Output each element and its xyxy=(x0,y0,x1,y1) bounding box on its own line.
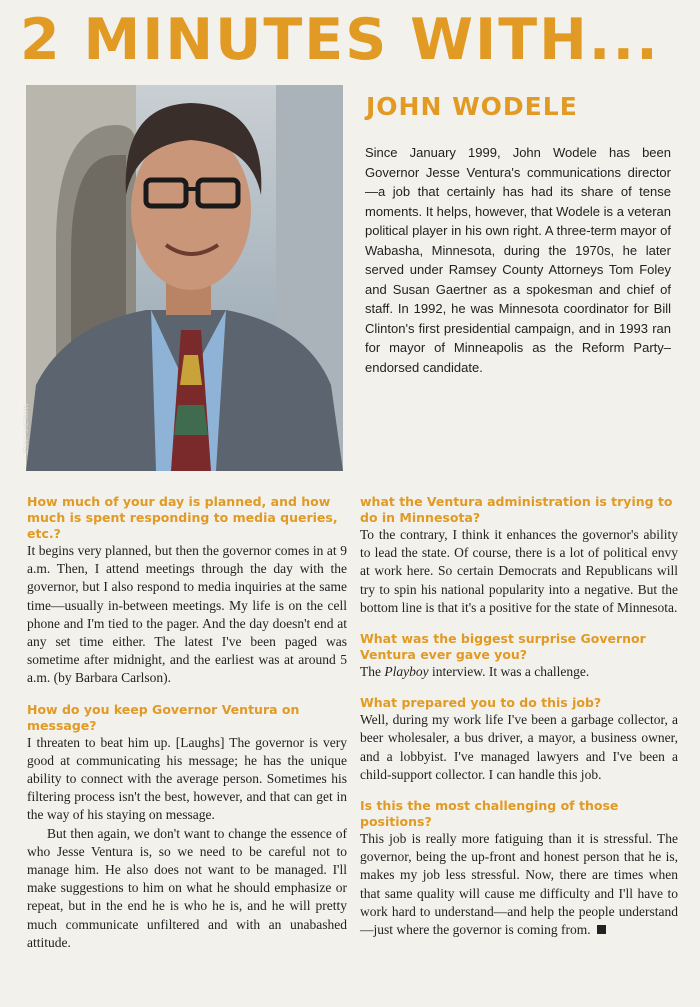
headline: 2 MINUTES WITH... xyxy=(20,7,660,73)
end-mark-icon xyxy=(597,925,606,934)
interviewee-name: JOHN WODELE xyxy=(366,92,578,121)
answer-biggest-surprise xyxy=(360,663,678,681)
question-most-challenging: Is this the most challenging of those positions? xyxy=(360,798,619,830)
question-prepared: What prepared you to do this job? xyxy=(360,695,602,711)
answer-surprise-magazine: Playboy xyxy=(384,664,429,680)
question-planned-day: How much of your day is planned, and how much is spent responding to media queries, etc.? xyxy=(27,494,338,541)
question-on-message: How do you keep Governor Ventura on message? xyxy=(27,701,300,733)
answer-planned-day: It begins very planned, but then the governor comes in at 9 a.m. Then, I attend meetings through the day with the governor, but I also respond to media inquiries at the same time—usually in-between meetings. My life is on the cell phone and I'm tied to the pager. And the day doesn't end at any set time either. The latest I've been paged was sometime after midnight, and the earliest was at around 5 a.m. (by Barbara Carlson). xyxy=(27,543,347,686)
answer-challenging-text: This job is really more fatiguing than it is stressful. The governor, being the up-front and honest person that he is, makes my job less stressful. Now, there are times when that same quality will cause me difficulty and I'll have to work hard to understand—and help the people understand—just where the governor is coming from. xyxy=(360,831,678,938)
intro-paragraph: Since January 1999, John Wodele has been Governor Jesse Ventura's communications director—a job that certainly has had its share of tense moments. It helps, however, that Wodele is a veteran political player in his own right. A three-term mayor of Wabasha, Minnesota, during the 1970s, he later served under Ramsey County Attorneys Tom Foley and Susan Gaertner as a spokesman and chief of staff. In 1992, he was Minnesota coordinator for Bill Clinton's first presidential campaign, and in 1993 ran for mayor of Minneapolis as the Reform Party–endorsed candidate. xyxy=(365,145,671,375)
answer-most-challenging xyxy=(360,830,678,939)
portrait-photo xyxy=(26,85,343,471)
portrait-illustration xyxy=(26,85,343,471)
question-continued: what the Ventura administration is trying to do in Minnesota? xyxy=(360,494,673,525)
photo-credit: JENNY SHERMAN xyxy=(24,403,30,455)
answer-continued: To the contrary, I think it enhances the governor's ability to lead the state. Of course, there is a lot of political envy at work here. So certain Democrats and Republicans will try to spin his national popularity into a negative. But the bottom line is that it's a positive for the state of Minnesota. xyxy=(360,527,678,615)
answer-surprise-pre: The xyxy=(360,664,385,680)
answer-prepared: Well, during my work life I've been a garbage collector, a beer wholesaler, a bus driver, a mayor, a business owner, and a lobbyist. I've managed lawyers and I've been a child-support collector. I can handle this job. xyxy=(360,712,678,782)
answer-on-message-p1: I threaten to beat him up. [Laughs] The governor is very good at communicating his message; he has the unique ability to connect with the average person. Sometimes his filtering process isn't the best, however, and that can get in the way of his staying on message. xyxy=(27,734,347,823)
answer-on-message-p2: But then again, we don't want to change the essence of who Jesse Ventura is, so we need to be careful not to manage him. He also does not want to be managed. I'll make suggestions to him on what he should emphasize or repeat, but in the end he is who he is, and he will pretty much communicate unfiltered and with an unabashed attitude. xyxy=(27,825,347,950)
answer-surprise-post: interview. It was a challenge. xyxy=(428,664,590,680)
question-biggest-surprise: What was the biggest surprise Governor Ventura ever gave you? xyxy=(360,631,646,663)
right-column xyxy=(360,494,678,939)
left-column xyxy=(27,494,347,952)
